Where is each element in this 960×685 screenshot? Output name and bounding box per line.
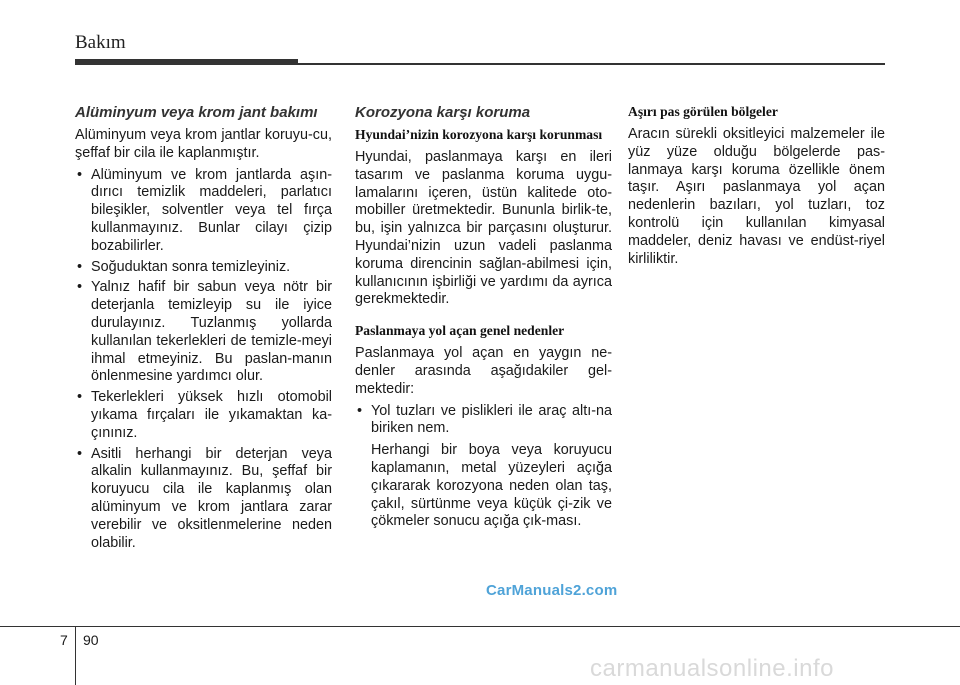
causes-paragraph: Paslanmaya yol açan en yaygın ne-denler arasında aşağıdakiler gel-mektedir: xyxy=(355,345,612,397)
list-item: • Tekerlekleri yüksek hızlı otomobil yıkama fırçaları ile yıkamaktan ka-çınınız. xyxy=(75,389,332,442)
subheading-common-causes: Paslanmaya yol açan genel nedenler xyxy=(355,323,565,339)
column-wheel-care xyxy=(75,104,332,555)
list-item: • Yol tuzları ve pislikleri ile araç altı-na biriken nem. xyxy=(355,403,612,439)
column-corrosion xyxy=(355,104,612,531)
list-item: • Alüminyum ve krom jantlarda aşın-dırıcı temizlik maddeleri, parlatıcı bileşikler, solventler veya tel fırça kullanmayınız. Bunlar cilayı çizip bozabilirler. xyxy=(75,167,332,256)
causes-list xyxy=(355,403,612,439)
page-number: 90 xyxy=(83,632,99,648)
list-item: • Asitli herhangi bir deterjan veya alkalin kullanmayınız. Bu, şeffaf bir koruyucu cila ile kaplanmış olan alüminyum ve krom jantlara zarar verebilir ve oksitlenmelerine neden olabilir. xyxy=(75,446,332,553)
subheading-rust-areas: Aşırı pas görülen bölgeler xyxy=(628,104,778,119)
subheading-corrosion-protection: Hyundai’nizin korozyona karşı korunması xyxy=(355,127,603,142)
causes-continuation: Herhangi bir boya veya koruyucu kaplamanın, metal yüzeyleri açığa çıkararak korozyona neden olan taş, çakıl, sürtünme veya küçük çi-zik ve çökmeler sonucu açığa çık-ması. xyxy=(371,442,612,530)
rust-areas-paragraph: Aracın sürekli oksitleyici malzemeler ile yüz yüze olduğu bölgelerde pas-lanmaya karşı koruma özellikle önem taşır. Aşırı paslanmaya yol açan nedenlerin bazıları, yol tuzları, toz kontrolü için kullanılan kimyasal maddeler, deniz havası ve endüst-riyel kirliliktir. xyxy=(628,126,885,267)
section-heading-corrosion: Korozyona karşı koruma xyxy=(355,104,531,121)
chapter-number: 7 xyxy=(60,632,68,648)
wheel-care-intro: Alüminyum veya krom jantlar koruyu-cu, şeffaf bir cila ile kaplanmıştır. xyxy=(75,127,332,161)
wheel-care-list xyxy=(75,167,332,553)
footer-rule xyxy=(0,626,960,627)
corrosion-paragraph: Hyundai, paslanmaya karşı en ileri tasarım ve paslanma koruma uygu-lamalarını içeren, üstün kalitede oto-mobiller üretmektedir. Bununla birlik-te, bu, işin yalnızca bir parçasını oluşturur. Hyundai’nizin uzun vadeli paslanma koruma direncinin sağlan-abilmesi için, kullanıcının işbirliği ve yardımı da ayrıca gerekmektedir. xyxy=(355,149,612,308)
footer-divider xyxy=(75,626,76,685)
header-rule xyxy=(75,63,885,65)
list-item: • Soğuduktan sonra temizleyiniz. xyxy=(75,259,332,277)
list-item: • Yalnız hafif bir sabun veya nötr bir deterjanla temizleyip su ile iyice durulayınız. Tuzlanmış yollarda kullanılan tekerlekleri de temizle-meyi ihmal etmeyiniz. Bu paslan-manın önlenmesine yardımcı olur. xyxy=(75,279,332,386)
section-heading-wheel-care: Alüminyum veya krom jant bakımı xyxy=(75,104,318,121)
page-header-title: Bakım xyxy=(75,32,126,53)
watermark-link[interactable]: CarManuals2.com xyxy=(486,582,618,599)
column-rust-areas xyxy=(628,104,885,268)
site-watermark: carmanualsonline.info xyxy=(590,655,834,682)
